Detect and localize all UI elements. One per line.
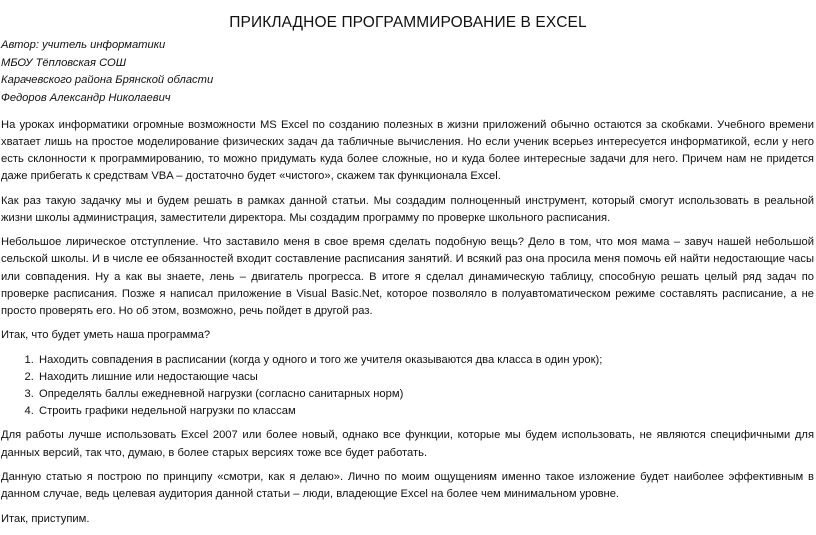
author-block bbox=[1, 37, 213, 107]
paragraph-question: Итак, что будет уметь наша программа? bbox=[1, 329, 211, 342]
list-item: 3. Определять баллы ежедневной нагрузки (согласно санитарных норм) bbox=[37, 386, 814, 403]
document-title: ПРИКЛАДНОЕ ПРОГРАММИРОВАНИЕ В EXCEL bbox=[229, 14, 587, 31]
paragraph-digression: Небольшое лирическое отступление. Что заставило меня в свое время сделать подобную вещь? Дело в том, что моя мама – завуч нашей небольшой сельской школы. И в числе ее обязанностей входит составление расписания занятий. И всякий раз она просила меня помочь ей найти недостающие часы или совпадения. Ну а как вы знаете, лень – двигатель прогресса. В итоге я сделал динамическую таблицу, способную решать целый ряд задач по проверке расписания. Позже я написал приложение в Visual Basic.Net, которое позволяло в полуавтоматическом режиме составлять расписание, а не просто проверять его. Но об этом, возможно, речь пойдет в другой раз. bbox=[1, 236, 814, 317]
author-line: Автор: учитель информатики bbox=[1, 39, 166, 51]
paragraph-start: Итак, приступим. bbox=[1, 512, 90, 525]
list-item: 2. Находить лишние или недостающие часы bbox=[37, 369, 814, 386]
list-item: 1. Находить совпадения в расписании (когда у одного и того же учителя оказываются два класса в один урок); bbox=[37, 352, 814, 369]
feature-list bbox=[1, 352, 814, 420]
author-line: МБОУ Тёпловская СОШ bbox=[1, 56, 127, 69]
paragraph-task: Как раз такую задачку мы и будем решать в рамках данной статьи. Мы создадим полноценный инструмент, который смогут использовать в реальной жизни школы администрация, заместители директора. Мы создадим программу по проверке школьного расписания. bbox=[1, 194, 814, 224]
article-body bbox=[1, 117, 814, 535]
list-item: 4. Строить графики недельной нагрузки по классам bbox=[37, 403, 814, 420]
author-line: Федоров Александр Николаевич bbox=[1, 91, 171, 104]
paragraph-versions: Для работы лучше использовать Excel 2007 или более новый, однако все функции, которые мы будем использовать, не являются специфичными для данных версий, так что, думаю, в более старых версиях тоже все будет работать. bbox=[1, 429, 814, 459]
author-line: Карачевского района Брянской области bbox=[1, 74, 214, 87]
paragraph-intro: На уроках информатики огромные возможности MS Excel по созданию полезных в жизни приложений обычно остаются за скобками. Учебного времени хватает лишь на простое моделирование физических задач да табличные вычисления. Но если ученик всерьез интересуется информатикой, если у него есть склонности к программированию, то можно придумать куда более сложные, но и куда более интересные задачи для него. Причем нам не придется даже прибегать к средствам VBA – достаточно будет «чистого», скажем так функционала Excel. bbox=[1, 119, 814, 183]
paragraph-approach: Данную статью я построю по принципу «смотри, как я делаю». Лично по моим ощущениям именно такое изложение будет наиболее эффективным в данном случае, ведь целевая аудитория данной статьи – люди, владеющие Excel на более чем минимальном уровне. bbox=[1, 471, 814, 501]
